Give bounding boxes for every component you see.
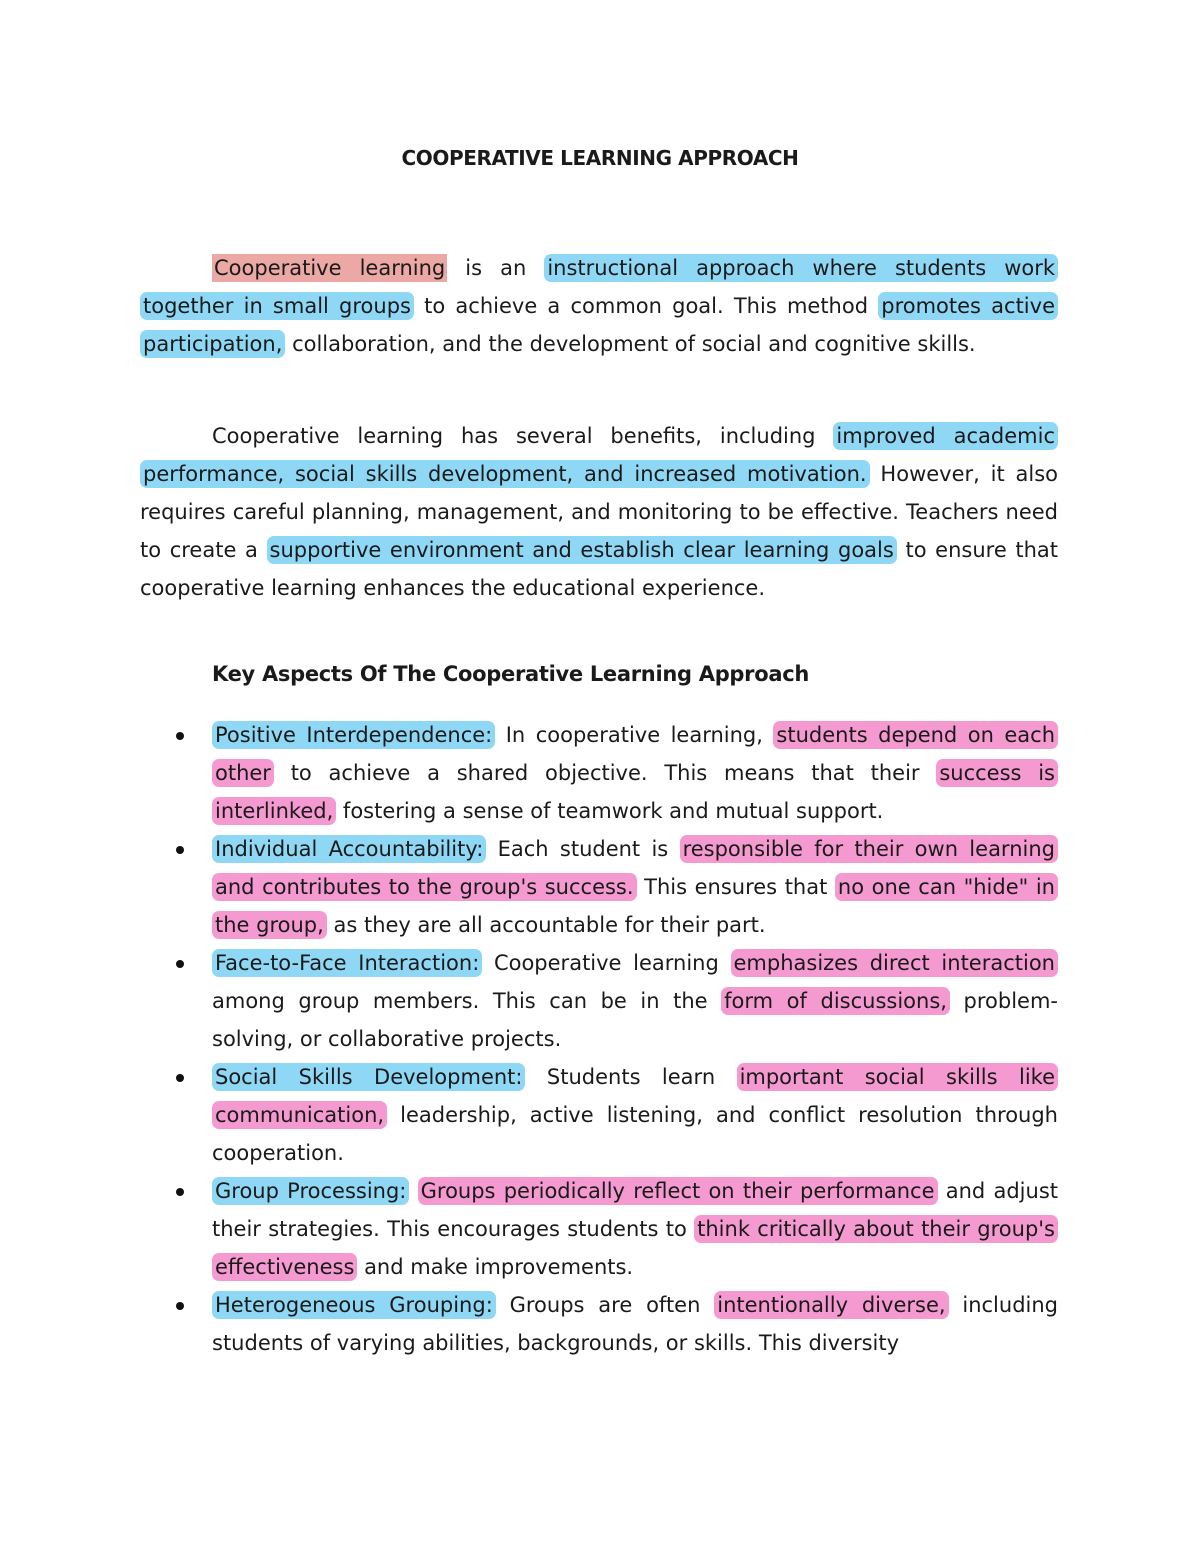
term-highlight: Social Skills Development: — [212, 1063, 525, 1091]
text-run: and make improvements. — [357, 1255, 634, 1279]
highlight-pink: think critically about their group's effectiveness — [212, 1215, 1058, 1281]
highlight-pink: responsible for their own learning and contributes to the group's success. — [212, 835, 1058, 901]
term-highlight: Individual Accountability: — [212, 835, 486, 863]
text-run: to achieve a common goal. This method — [413, 294, 879, 318]
text-run: to ensure that cooperative learning enhances the educational experience. — [140, 538, 1059, 600]
highlight-pink: Groups periodically reflect on their performance — [418, 1177, 938, 1205]
highlight-pink: important social skills like communication, — [212, 1063, 1058, 1129]
term-highlight: Heterogeneous Grouping: — [212, 1291, 496, 1319]
list-item — [212, 1058, 1058, 1172]
text-run: This ensures that — [636, 875, 835, 899]
text-run: problem-solving, or collaborative projects. — [212, 989, 1058, 1051]
highlight-blue: instructional approach where students work together in small groups — [140, 254, 1058, 320]
highlight-blue: improved academic performance, social skills development, and increased motivation. — [140, 422, 1058, 488]
text-run: However, it also requires careful planning, management, and monitoring to be effective. Teachers need to create a — [140, 462, 1059, 562]
benefits-paragraph — [140, 417, 1058, 607]
section-heading: Key Aspects Of The Cooperative Learning Approach — [212, 662, 810, 686]
text-run: among group members. This can be in the — [212, 989, 722, 1013]
text-run: In cooperative learning, — [495, 723, 774, 747]
highlight-blue: supportive environment and establish clear learning goals — [267, 536, 897, 564]
bullet-icon — [176, 732, 184, 740]
text-run: and adjust their strategies. This encourages students to — [212, 1179, 1058, 1241]
bullet-icon — [176, 960, 184, 968]
text-run: Groups are often — [495, 1293, 715, 1317]
list-item — [212, 1172, 1058, 1286]
highlight-blue: promotes active participation, — [140, 292, 1058, 358]
list-item — [212, 1286, 1058, 1362]
text-run: Cooperative learning — [482, 951, 731, 975]
text-run: Cooperative learning has several benefits, including — [212, 424, 834, 448]
text-run: Each student is — [486, 837, 680, 861]
highlight-pink: emphasizes direct interaction — [731, 949, 1059, 977]
text-run: Students learn — [525, 1065, 737, 1089]
text-run: including students of varying abilities, backgrounds, or skills. This diversity — [212, 1293, 1059, 1355]
highlight-pink: form of discussions, — [721, 987, 950, 1015]
intro-paragraph — [140, 249, 1058, 363]
highlight-pink: no one can "hide" in the group, — [212, 873, 1058, 939]
text-run: fostering a sense of teamwork and mutual support. — [336, 799, 884, 823]
text-run — [409, 1179, 417, 1203]
key-aspects-list — [212, 716, 1058, 1362]
bullet-icon — [176, 1074, 184, 1082]
text-run: is an — [447, 256, 545, 280]
bullet-icon — [176, 1188, 184, 1196]
term-highlight: Face-to-Face Interaction: — [212, 949, 482, 977]
highlight-salmon: Cooperative learning — [214, 256, 446, 280]
page-title: COOPERATIVE LEARNING APPROACH — [401, 146, 799, 170]
highlight-pink: intentionally diverse, — [714, 1291, 948, 1319]
text-run: collaboration, and the development of social and cognitive skills. — [285, 332, 976, 356]
list-item — [212, 830, 1058, 944]
list-item — [212, 716, 1058, 830]
text-run: to achieve a shared objective. This means that their — [273, 761, 937, 785]
text-run: as they are all accountable for their part. — [326, 913, 766, 937]
bullet-icon — [176, 846, 184, 854]
term-highlight: Group Processing: — [212, 1177, 409, 1205]
text-run: leadership, active listening, and conflict resolution through cooperation. — [212, 1103, 1058, 1165]
highlight-pink: success is interlinked, — [212, 759, 1058, 825]
highlight-pink: students depend on each other — [212, 721, 1058, 787]
bullet-icon — [176, 1302, 184, 1310]
term-highlight: Positive Interdependence: — [212, 721, 495, 749]
list-item — [212, 944, 1058, 1058]
